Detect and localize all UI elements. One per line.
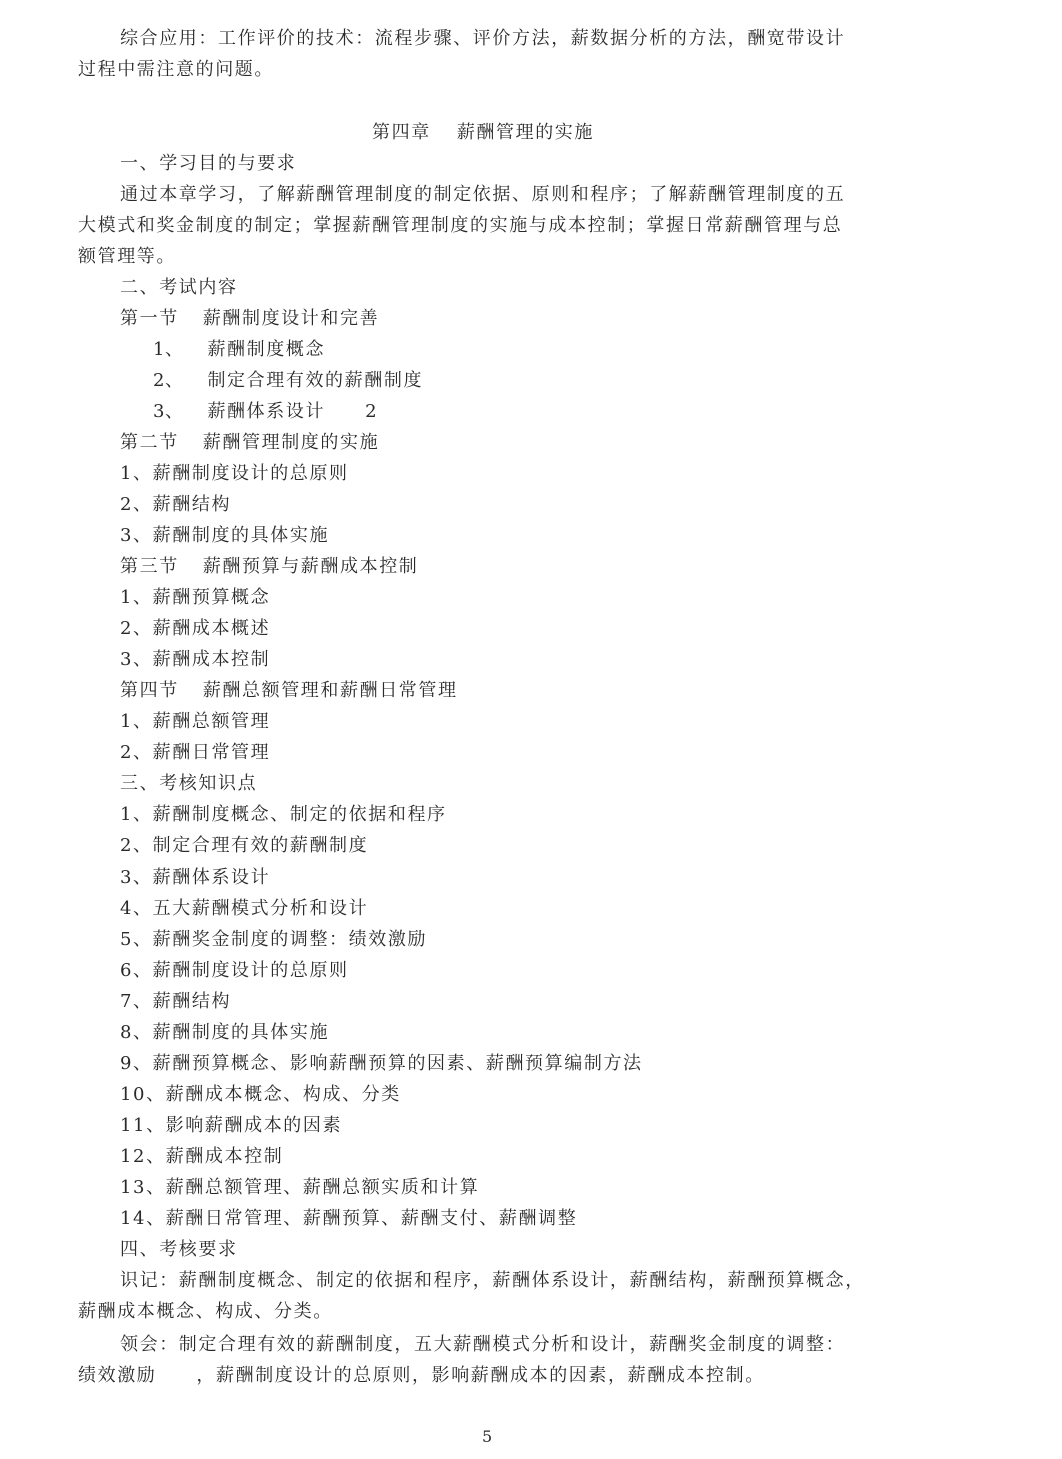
knowledge-point: 4、五大薪酬模式分析和设计 <box>120 898 369 919</box>
knowledge-point: 8、薪酬制度的具体实施 <box>120 1022 330 1043</box>
intro-line-1: 综合应用：工作评价的技术：流程步骤、评价方法，薪数据分析的方法，酬宽带设计 <box>120 28 846 49</box>
node-4-title: 薪酬总额管理和薪酬日常管理 <box>202 680 458 701</box>
chapter-label: 第四章 <box>372 122 431 143</box>
node-2-item: 1、薪酬制度设计的总原则 <box>120 463 349 484</box>
comprehend-line-2-start: 绩效激励 <box>78 1365 157 1386</box>
node-4-item: 1、薪酬总额管理 <box>120 711 271 732</box>
section-heading-exam-content: 二、考试内容 <box>120 277 238 298</box>
node-4-item: 2、薪酬日常管理 <box>120 742 271 763</box>
node-2-label: 第二节 <box>120 432 179 453</box>
item-number: 3、 <box>153 401 184 422</box>
recall-line-1: 识记：薪酬制度概念、制定的依据和程序，薪酬体系设计，薪酬结构，薪酬预算概念， <box>120 1270 865 1291</box>
node-1-title: 薪酬制度设计和完善 <box>202 308 380 329</box>
objectives-line-3: 额管理等。 <box>78 246 176 267</box>
comprehend-line-1: 领会：制定合理有效的薪酬制度，五大薪酬模式分析和设计，薪酬奖金制度的调整： <box>120 1334 846 1355</box>
knowledge-point: 9、薪酬预算概念、影响薪酬预算的因素、薪酬预算编制方法 <box>120 1053 643 1074</box>
item-text: 薪酬制度概念 <box>207 339 326 360</box>
node-3-item: 1、薪酬预算概念 <box>120 587 271 608</box>
node-2-item: 3、薪酬制度的具体实施 <box>120 525 330 546</box>
knowledge-point: 6、薪酬制度设计的总原则 <box>120 960 349 981</box>
node-4-label: 第四节 <box>120 680 179 701</box>
section-heading-requirements: 四、考核要求 <box>120 1239 238 1260</box>
item-text: 薪酬体系设计 <box>207 401 326 422</box>
objectives-line-2: 大模式和奖金制度的制定；掌握薪酬管理制度的实施与成本控制；掌握日常薪酬管理与总 <box>78 215 843 236</box>
item-text: 制定合理有效的薪酬制度 <box>207 370 424 391</box>
node-2-title: 薪酬管理制度的实施 <box>202 432 380 453</box>
section-heading-knowledge-points: 三、考核知识点 <box>120 773 258 794</box>
node-1-label: 第一节 <box>120 308 179 329</box>
node-4-heading <box>120 679 458 703</box>
section-heading-objectives: 一、学习目的与要求 <box>120 153 297 174</box>
knowledge-point: 11、影响薪酬成本的因素 <box>120 1115 343 1136</box>
item-number: 2、 <box>153 370 184 391</box>
page-number: 5 <box>482 1427 493 1446</box>
knowledge-point: 7、薪酬结构 <box>120 991 232 1012</box>
node-2-heading <box>120 431 379 455</box>
knowledge-point: 12、薪酬成本控制 <box>120 1146 284 1167</box>
item-extra-number: 2 <box>365 401 378 422</box>
node-1-item <box>153 400 377 424</box>
node-3-label: 第三节 <box>120 556 179 577</box>
chapter-title: 薪酬管理的实施 <box>456 122 595 143</box>
knowledge-point: 14、薪酬日常管理、薪酬预算、薪酬支付、薪酬调整 <box>120 1208 578 1229</box>
recall-line-2: 薪酬成本概念、构成、分类。 <box>78 1301 333 1322</box>
intro-line-2: 过程中需注意的问题。 <box>78 59 274 80</box>
comprehend-line-2-end: ，薪酬制度设计的总原则，影响薪酬成本的因素，薪酬成本控制。 <box>196 1365 765 1386</box>
knowledge-point: 5、薪酬奖金制度的调整：绩效激励 <box>120 929 428 950</box>
node-1-heading <box>120 307 379 331</box>
node-1-item <box>153 338 325 362</box>
node-3-title: 薪酬预算与薪酬成本控制 <box>202 556 419 577</box>
knowledge-point: 1、薪酬制度概念、制定的依据和程序 <box>120 804 447 825</box>
knowledge-point: 2、制定合理有效的薪酬制度 <box>120 835 369 856</box>
comprehend-line-2 <box>78 1364 765 1388</box>
node-1-item <box>153 369 423 393</box>
knowledge-point: 3、薪酬体系设计 <box>120 867 271 888</box>
knowledge-point: 13、薪酬总额管理、薪酬总额实质和计算 <box>120 1177 480 1198</box>
item-number: 1、 <box>153 339 184 360</box>
knowledge-point: 10、薪酬成本概念、构成、分类 <box>120 1084 401 1105</box>
chapter-heading <box>372 121 594 145</box>
objectives-line-1: 通过本章学习，了解薪酬管理制度的制定依据、原则和程序；了解薪酬管理制度的五 <box>120 184 846 205</box>
node-3-heading <box>120 555 418 579</box>
node-3-item: 2、薪酬成本概述 <box>120 618 271 639</box>
node-3-item: 3、薪酬成本控制 <box>120 649 271 670</box>
node-2-item: 2、薪酬结构 <box>120 494 232 515</box>
